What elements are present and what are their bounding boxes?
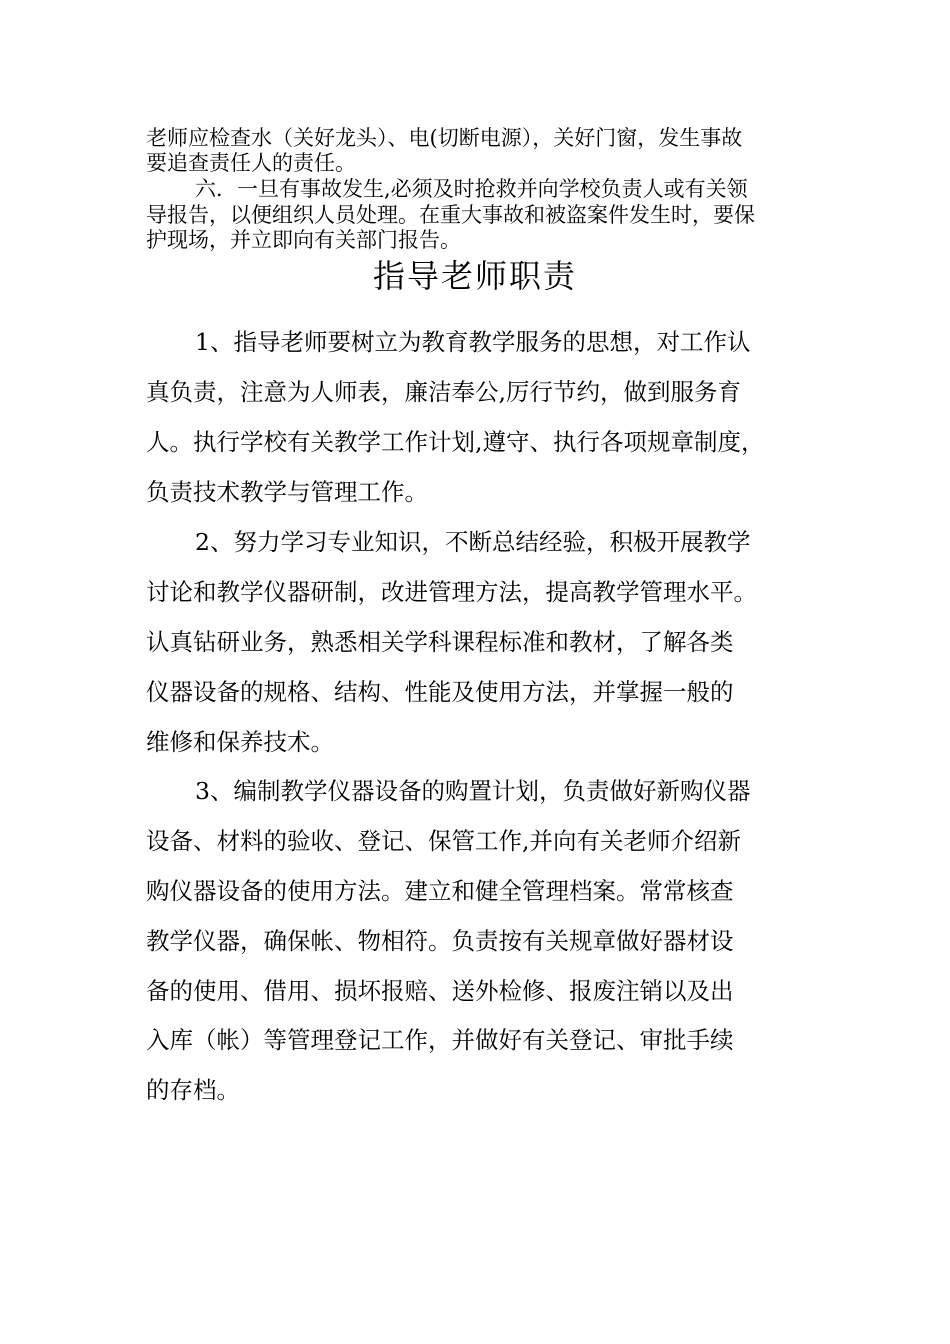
text-line: 购仪器设备的使用方法。建立和健全管理档案。常常核查: [146, 877, 734, 905]
text-line: 备的使用、借用、损坏报赔、送外检修、报废注销以及出: [146, 977, 734, 1005]
text-line: 护现场，并立即向有关部门报告。: [146, 228, 461, 252]
text-line: 认真钻研业务，熟悉相关学科课程标准和教材，了解各类: [146, 628, 734, 656]
text-line: 的存档。: [146, 1076, 240, 1104]
text-line: 人。执行学校有关教学工作计划,遵守、执行各项规章制度，: [146, 428, 765, 456]
text-line: 1、指导老师要树立为教育教学服务的思想，对工作认: [195, 328, 751, 356]
text-line: 维修和保养技术。: [146, 728, 334, 756]
text-line: 2、努力学习专业知识，不断总结经验，积极开展教学: [195, 528, 751, 556]
text-line: 真负责，注意为人师表，廉洁奉公,厉行节约，做到服务育: [146, 378, 741, 406]
text-line: 设备、材料的验收、登记、保管工作,并向有关老师介绍新: [146, 827, 741, 855]
text-line: 要追查责任人的责任。: [146, 151, 356, 175]
text-line: 3、编制教学仪器设备的购置计划，负责做好新购仪器: [195, 777, 751, 805]
page-title: 指导老师职责: [372, 257, 577, 295]
text-line: 教学仪器，确保帐、物相符。负责按有关规章做好器材设: [146, 927, 734, 955]
text-line: 导报告，以便组织人员处理。在重大事故和被盗案件发生时，要保: [146, 203, 755, 227]
text-line: 仪器设备的规格、结构、性能及使用方法，并掌握一般的: [146, 678, 734, 706]
text-line: 讨论和教学仪器研制，改进管理方法，提高教学管理水平。: [146, 578, 757, 606]
text-line: 入库（帐）等管理登记工作，并做好有关登记、审批手续: [146, 1026, 734, 1054]
text-line: 负责技术教学与管理工作。: [146, 478, 428, 506]
text-line: 六．一旦有事故发生,必须及时抢救并向学校负责人或有关领: [195, 177, 748, 201]
text-line: 老师应检查水（关好龙头）、电(切断电源），关好门窗，发生事故: [146, 126, 743, 150]
